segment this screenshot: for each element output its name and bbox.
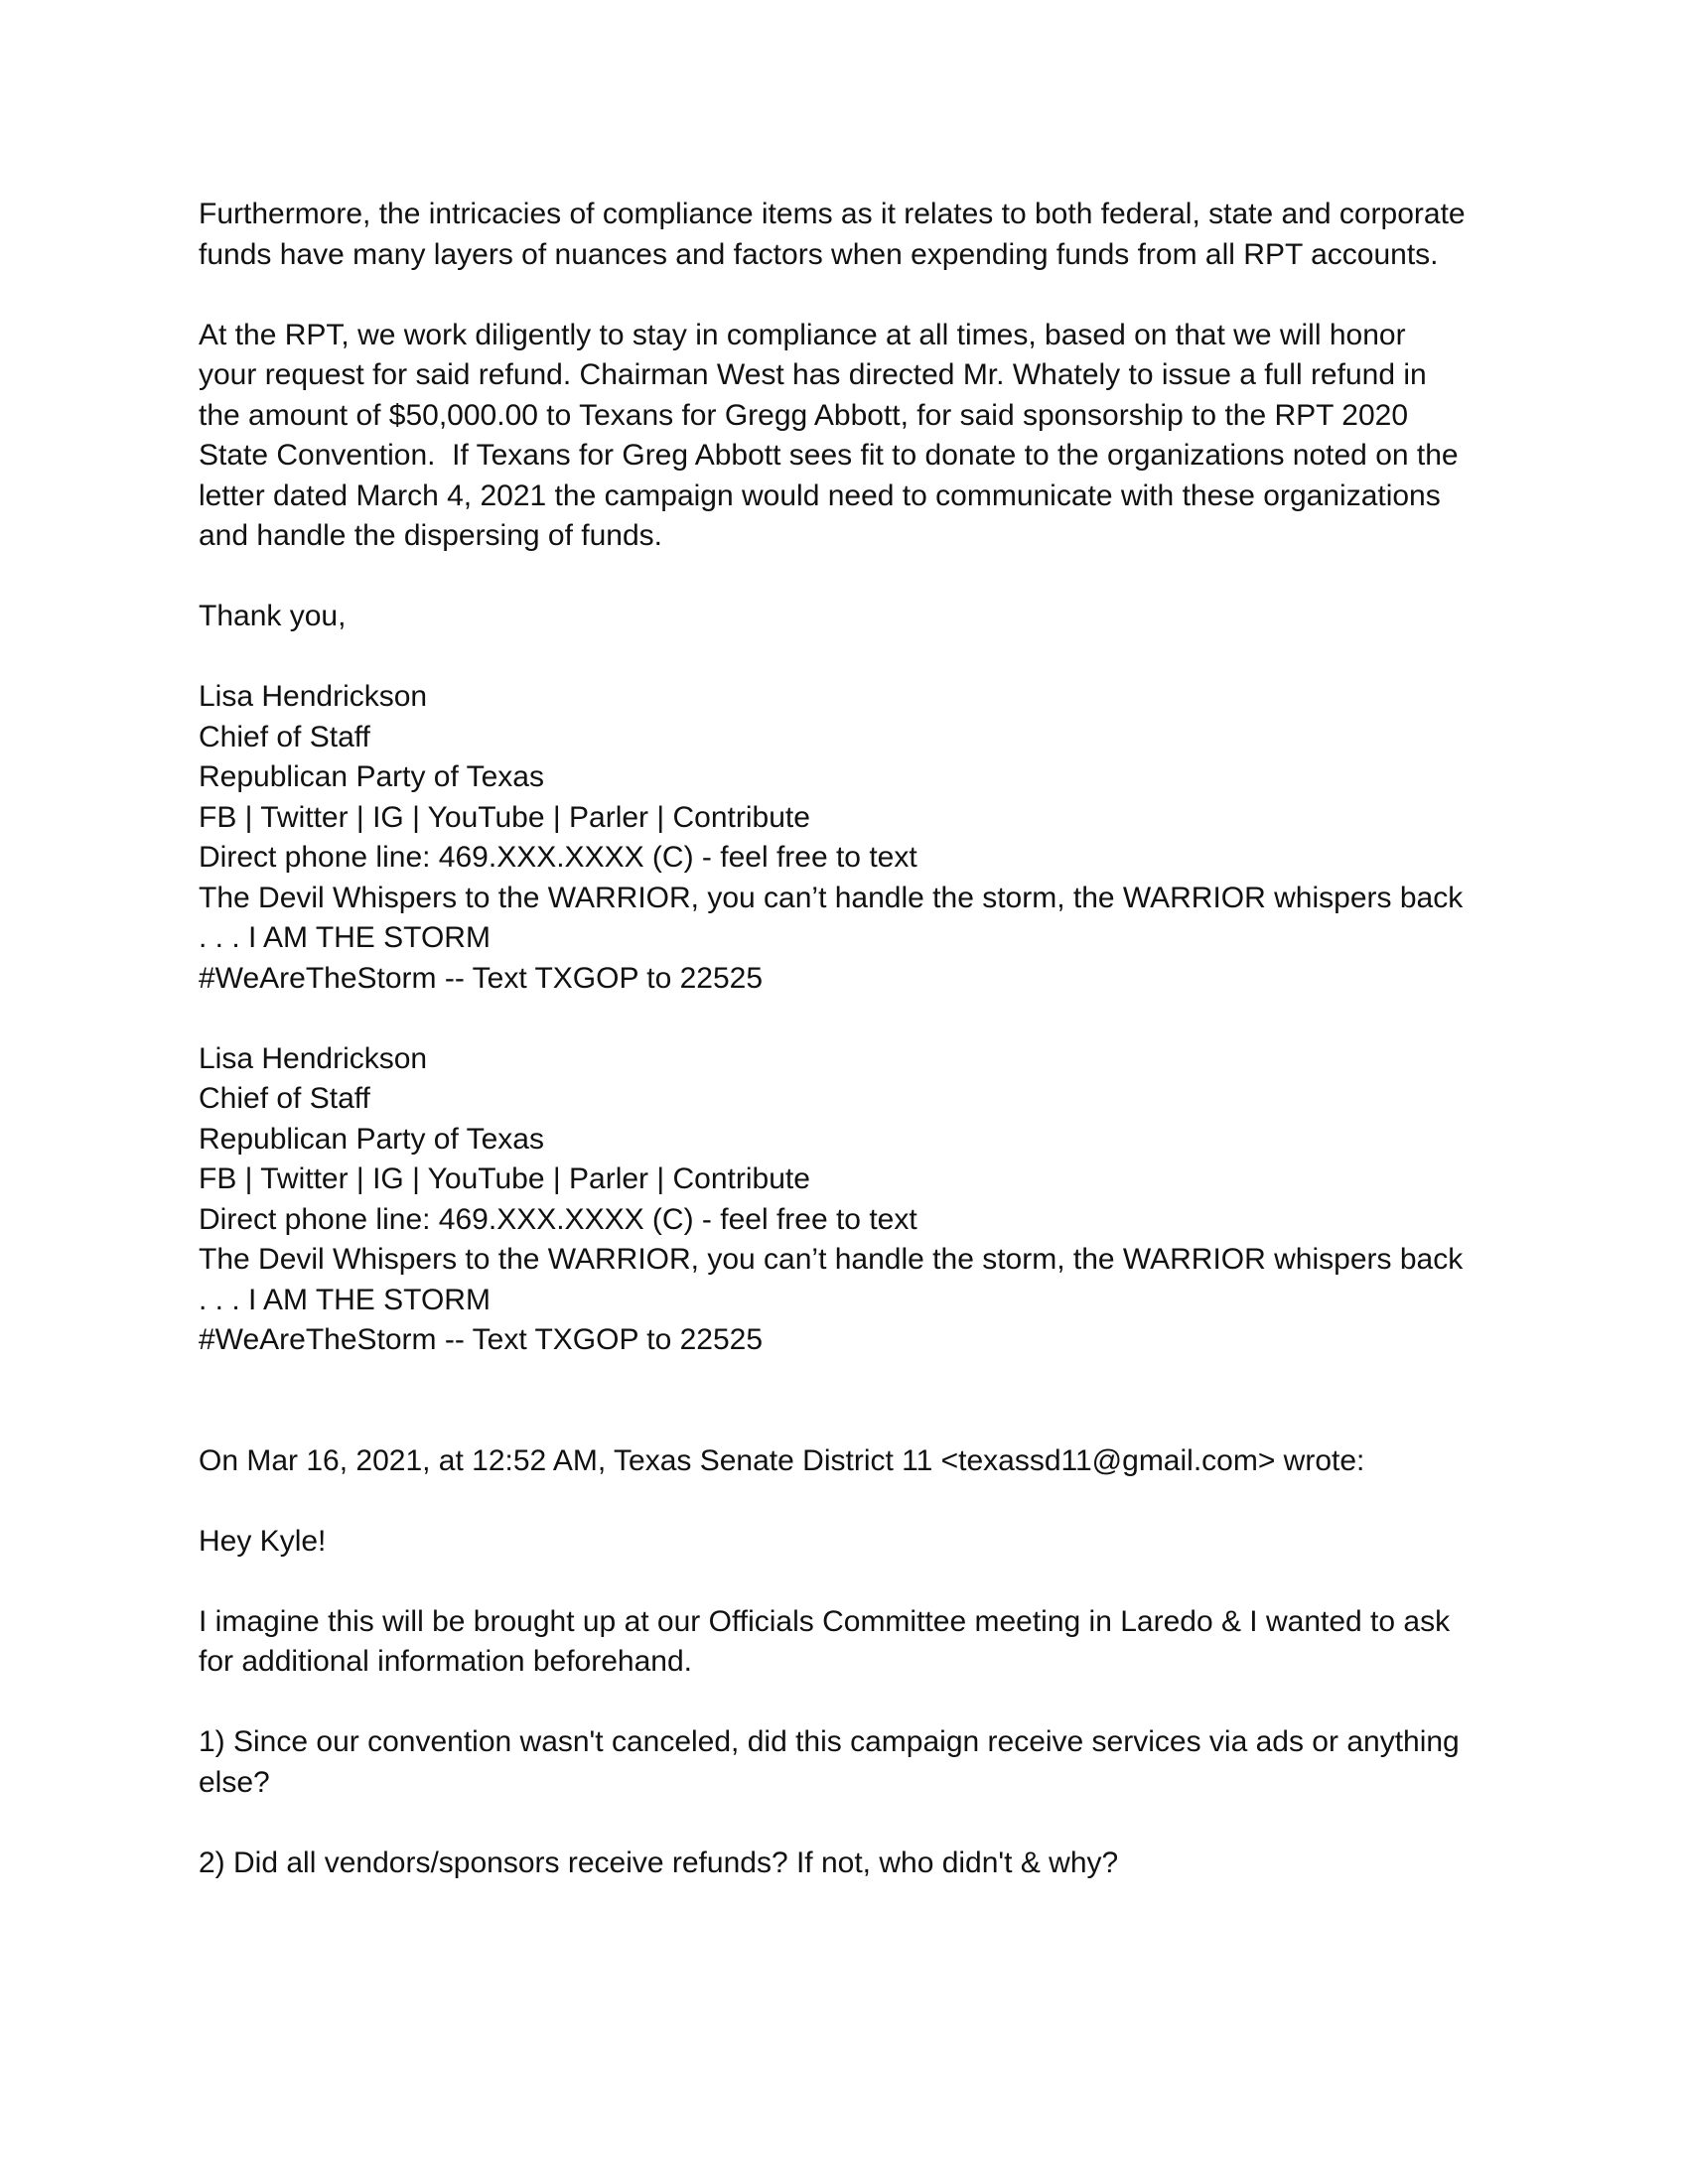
text-line: Hey Kyle! [199,1524,327,1558]
signature-title: Chief of Staff [199,720,370,753]
signature-social-links: FB | Twitter | IG | YouTube | Parler | Contribute [199,800,810,834]
quoted-greeting [199,1522,1509,1563]
text-line: On Mar 16, 2021, at 12:52 AM, Texas Senate District 11 <texassd11@gmail.com> wrote: [199,1443,1365,1477]
signature-social-links: FB | Twitter | IG | YouTube | Parler | Contribute [199,1162,810,1195]
text-line: Thank you, [199,600,347,632]
signature-organization: Republican Party of Texas [199,760,544,793]
signature-block-1 [199,677,1509,999]
signature-hashtag: #WeAreTheStorm -- Text TXGOP to 22525 [199,961,764,995]
text-line: and handle the dispersing of funds. [199,519,663,552]
signature-quote: The Devil Whispers to the WARRIOR, you can’t handle the storm, the WARRIOR whispers back [199,1243,1464,1276]
text-line: 2) Did all vendors/sponsors receive refunds? If not, who didn't & why? [199,1845,1119,1879]
closing-line [199,597,1509,637]
signature-name: Lisa Hendrickson [199,1041,428,1075]
signature-quote-cont: . . . I AM THE STORM [199,1283,491,1316]
question-2 [199,1843,1509,1884]
text-line: for additional information beforehand. [199,1645,692,1678]
text-line: the amount of $50,000.00 to Texans for Gregg Abbott, for said sponsorship to the RPT 2020 [199,398,1409,432]
signature-phone: Direct phone line: 469.XXX.XXXX (C) - feel free to text [199,841,917,874]
paragraph-refund [199,316,1509,557]
signature-block-2 [199,1039,1509,1361]
signature-hashtag: #WeAreTheStorm -- Text TXGOP to 22525 [199,1323,764,1356]
text-line: Furthermore, the intricacies of compliance items as it relates to both federal, state and corporate [199,198,1466,230]
text-line: State Convention. If Texans for Greg Abbott sees fit to donate to the organizations noted on the [199,439,1459,472]
quoted-email-header [199,1441,1509,1482]
text-line: else? [199,1765,270,1799]
text-line: letter dated March 4, 2021 the campaign would need to communicate with these organizations [199,478,1441,512]
signature-quote-cont: . . . I AM THE STORM [199,921,491,954]
signature-organization: Republican Party of Texas [199,1122,544,1156]
signature-title: Chief of Staff [199,1082,370,1115]
text-line: 1) Since our convention wasn't canceled, did this campaign receive services via ads or anything [199,1725,1460,1758]
text-line: your request for said refund. Chairman West has directed Mr. Whately to issue a full refund in [199,358,1427,391]
quoted-paragraph [199,1602,1509,1683]
question-1 [199,1722,1509,1803]
signature-name: Lisa Hendrickson [199,680,428,713]
paragraph-compliance [199,195,1509,275]
signature-quote: The Devil Whispers to the WARRIOR, you can’t handle the storm, the WARRIOR whispers back [199,881,1464,914]
text-line: funds have many layers of nuances and factors when expending funds from all RPT accounts. [199,237,1439,271]
signature-phone: Direct phone line: 469.XXX.XXXX (C) - feel free to text [199,1202,917,1236]
text-line: I imagine this will be brought up at our Officials Committee meeting in Laredo & I wanted to ask [199,1604,1451,1638]
text-line: At the RPT, we work diligently to stay in compliance at all times, based on that we will honor [199,318,1406,351]
letter-page [199,195,1509,1924]
